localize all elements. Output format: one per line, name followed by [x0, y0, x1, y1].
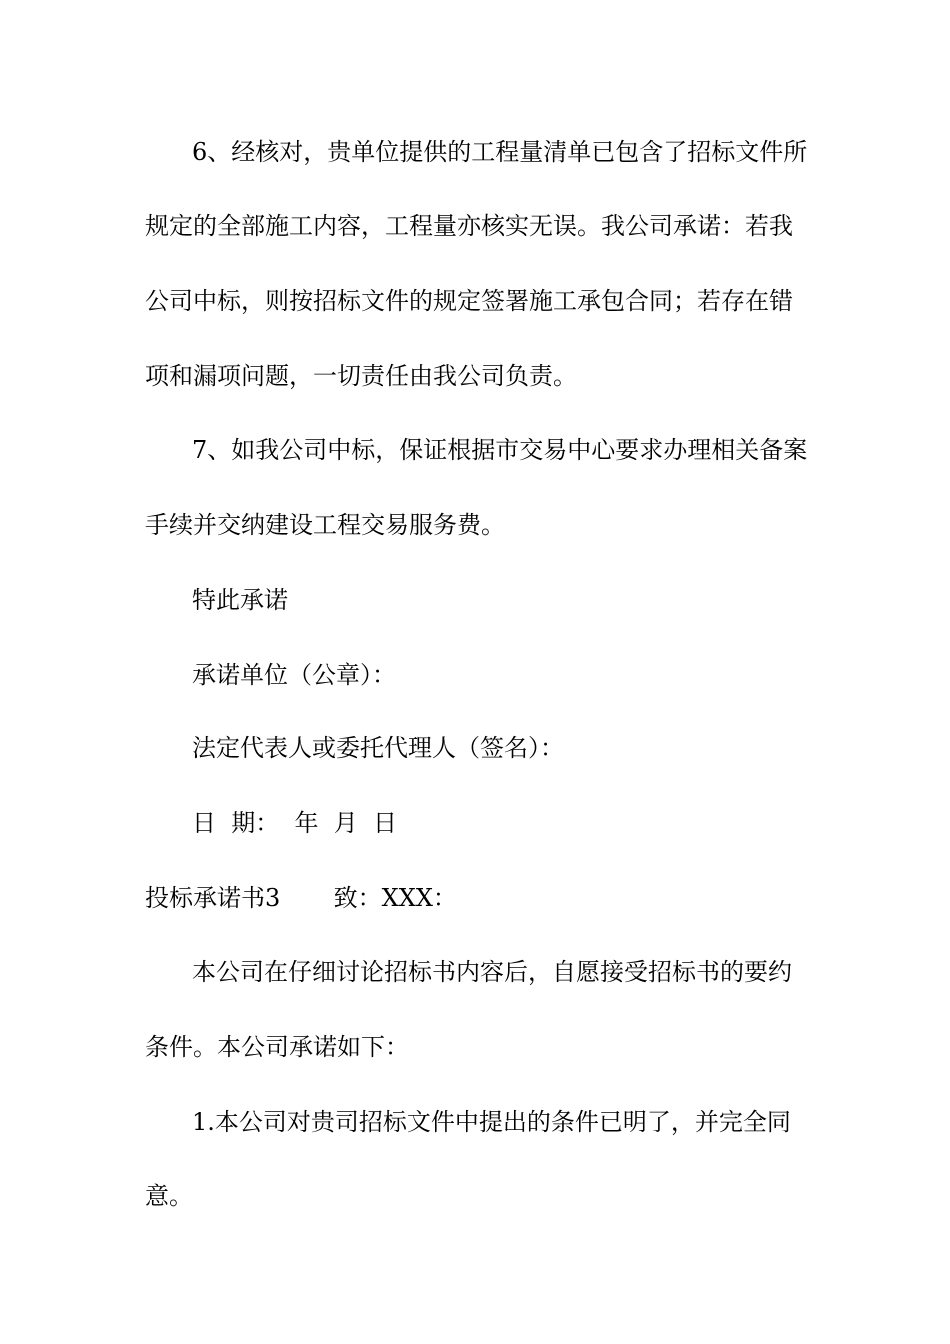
commitment-letter-heading: 投标承诺书3 致：XXX：: [145, 884, 457, 912]
paragraph-6-line-2: 规定的全部施工内容，工程量亦核实无误。我公司承诺：若我: [145, 212, 793, 240]
intro-paragraph-line-1: 本公司在仔细讨论招标书内容后，自愿接受招标书的要约: [192, 958, 792, 986]
paragraph-6-line-1: 6、经核对，贵单位提供的工程量清单已包含了招标文件所: [192, 138, 808, 166]
item-1-line-2: 意。: [145, 1182, 193, 1210]
paragraph-6-line-3: 公司中标，则按招标文件的规定签署施工承包合同；若存在错: [145, 287, 793, 315]
paragraph-7-line-1: 7、如我公司中标，保证根据市交易中心要求办理相关备案: [192, 436, 808, 464]
signature-representative-label: 法定代表人或委托代理人（签名）：: [192, 734, 564, 762]
date-label: 日 期： 年 月 日: [192, 809, 398, 837]
paragraph-7-line-2: 手续并交纳建设工程交易服务费。: [145, 511, 505, 539]
item-1-line-1: 1.本公司对贵司招标文件中提出的条件已明了，并完全同: [192, 1108, 791, 1136]
closing-statement: 特此承诺: [192, 586, 288, 614]
intro-paragraph-line-2: 条件。本公司承诺如下：: [145, 1033, 409, 1061]
paragraph-6-line-4: 项和漏项问题，一切责任由我公司负责。: [145, 362, 577, 390]
signature-company-seal-label: 承诺单位（公章）：: [192, 661, 396, 689]
